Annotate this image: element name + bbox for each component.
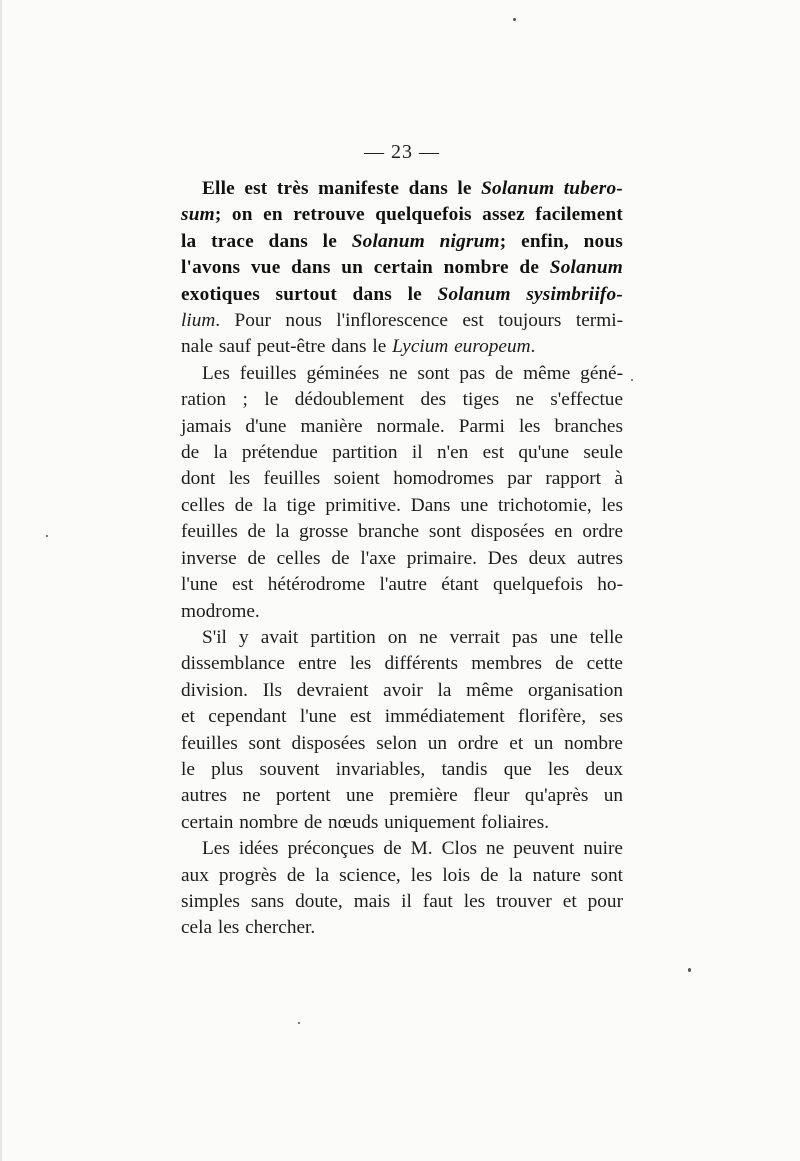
text-line bbox=[181, 915, 623, 941]
text-line bbox=[181, 255, 623, 281]
paper-speck bbox=[513, 18, 516, 21]
text-line bbox=[181, 572, 623, 598]
text-line bbox=[181, 282, 623, 308]
text-line bbox=[181, 625, 623, 651]
text-line bbox=[181, 387, 623, 413]
italic-term: Solanum bbox=[549, 257, 623, 279]
paragraph-2 bbox=[181, 361, 623, 625]
text-run: cela les chercher. bbox=[181, 917, 316, 939]
text-run: modrome. bbox=[181, 600, 260, 622]
text-line bbox=[181, 493, 623, 519]
italic-term: Lycium europeum bbox=[392, 336, 531, 358]
text-line bbox=[181, 334, 623, 360]
text-run: ; on en retrouve quelquefois assez facilement bbox=[214, 204, 623, 226]
text-run: et cependant l'une est immédiatement florifère, ses bbox=[181, 706, 623, 728]
text-line bbox=[181, 440, 623, 466]
text-line bbox=[181, 678, 623, 704]
text-line bbox=[181, 202, 623, 228]
text-run: la trace dans le bbox=[181, 230, 352, 252]
text-run: Elle est très manifeste dans le bbox=[202, 178, 482, 199]
text-line bbox=[181, 414, 623, 440]
text-run: Les feuilles géminées ne sont pas de même géné- bbox=[202, 362, 623, 384]
body-text bbox=[181, 176, 623, 942]
text-line bbox=[181, 889, 623, 915]
text-line bbox=[181, 757, 623, 783]
text-run: l'avons vue dans un certain nombre de bbox=[181, 257, 550, 279]
text-line bbox=[181, 863, 623, 889]
text-run: . Pour nous l'inflorescence est toujours termi- bbox=[215, 310, 623, 332]
paper-speck bbox=[631, 379, 633, 381]
text-run: de la prétendue partition il n'en est qu'une seule bbox=[181, 442, 623, 464]
italic-term: sum bbox=[181, 204, 215, 226]
text-line bbox=[181, 836, 623, 862]
text-run: celles de la tige primitive. Dans une trichotomie, les bbox=[181, 494, 623, 516]
text-run: feuilles de la grosse branche sont disposées en ordre bbox=[181, 521, 623, 543]
text-line bbox=[181, 229, 623, 255]
text-line bbox=[181, 308, 623, 334]
italic-term: Solanum tubero- bbox=[481, 178, 623, 199]
text-run: autres ne portent une première fleur qu'après un bbox=[181, 785, 623, 807]
text-run: inverse de celles de l'axe primaire. Des deux autres bbox=[181, 547, 623, 569]
text-line bbox=[181, 704, 623, 730]
text-run: . bbox=[530, 336, 536, 358]
text-run: ; enfin, nous bbox=[499, 230, 624, 252]
text-run: aux progrès de la science, les lois de la nature sont bbox=[181, 864, 623, 886]
paper-speck bbox=[46, 535, 48, 537]
text-run: certain nombre de nœuds uniquement foliaires. bbox=[181, 811, 550, 833]
text-line bbox=[181, 731, 623, 757]
page-number: — 23 — bbox=[364, 141, 440, 163]
text-run: exotiques surtout dans le bbox=[181, 283, 438, 305]
text-line bbox=[181, 176, 623, 202]
text-line bbox=[181, 810, 623, 836]
text-run: simples sans doute, mais il faut les trouver et pour bbox=[181, 890, 623, 912]
text-line bbox=[181, 546, 623, 572]
text-run: dont les feuilles soient homodromes par rapport à bbox=[181, 468, 623, 490]
text-run: le plus souvent invariables, tandis que les deux bbox=[181, 758, 623, 780]
text-line bbox=[181, 599, 623, 625]
text-run: division. Ils devraient avoir la même organisation bbox=[181, 679, 623, 701]
text-run: l'une est hétérodrome l'autre étant quelquefois ho- bbox=[181, 574, 623, 596]
text-run: ration ; le dédoublement des tiges ne s'effectue bbox=[181, 389, 623, 411]
text-run: dissemblance entre les différents membres de cette bbox=[181, 653, 623, 675]
paragraph-1 bbox=[181, 176, 623, 361]
paper-speck bbox=[298, 1022, 300, 1024]
italic-term: Solanum sysimbriifo- bbox=[437, 283, 624, 305]
text-line bbox=[181, 466, 623, 492]
text-run: jamais d'une manière normale. Parmi les branches bbox=[181, 415, 623, 437]
text-run: S'il y avait partition on ne verrait pas une telle bbox=[202, 626, 623, 648]
text-run: Les idées préconçues de M. Clos ne peuvent nuire bbox=[202, 838, 623, 860]
text-line bbox=[181, 519, 623, 545]
paragraph-3 bbox=[181, 625, 623, 836]
italic-term: Solanum nigrum bbox=[351, 230, 500, 252]
text-line bbox=[181, 651, 623, 677]
paper-speck bbox=[688, 968, 691, 972]
text-run: nale sauf peut-être dans le bbox=[181, 336, 393, 358]
paragraph-4 bbox=[181, 836, 623, 942]
text-run: feuilles sont disposées selon un ordre et un nombre bbox=[181, 732, 623, 754]
text-line bbox=[181, 783, 623, 809]
italic-term: lium bbox=[181, 310, 216, 332]
text-line bbox=[181, 361, 623, 387]
